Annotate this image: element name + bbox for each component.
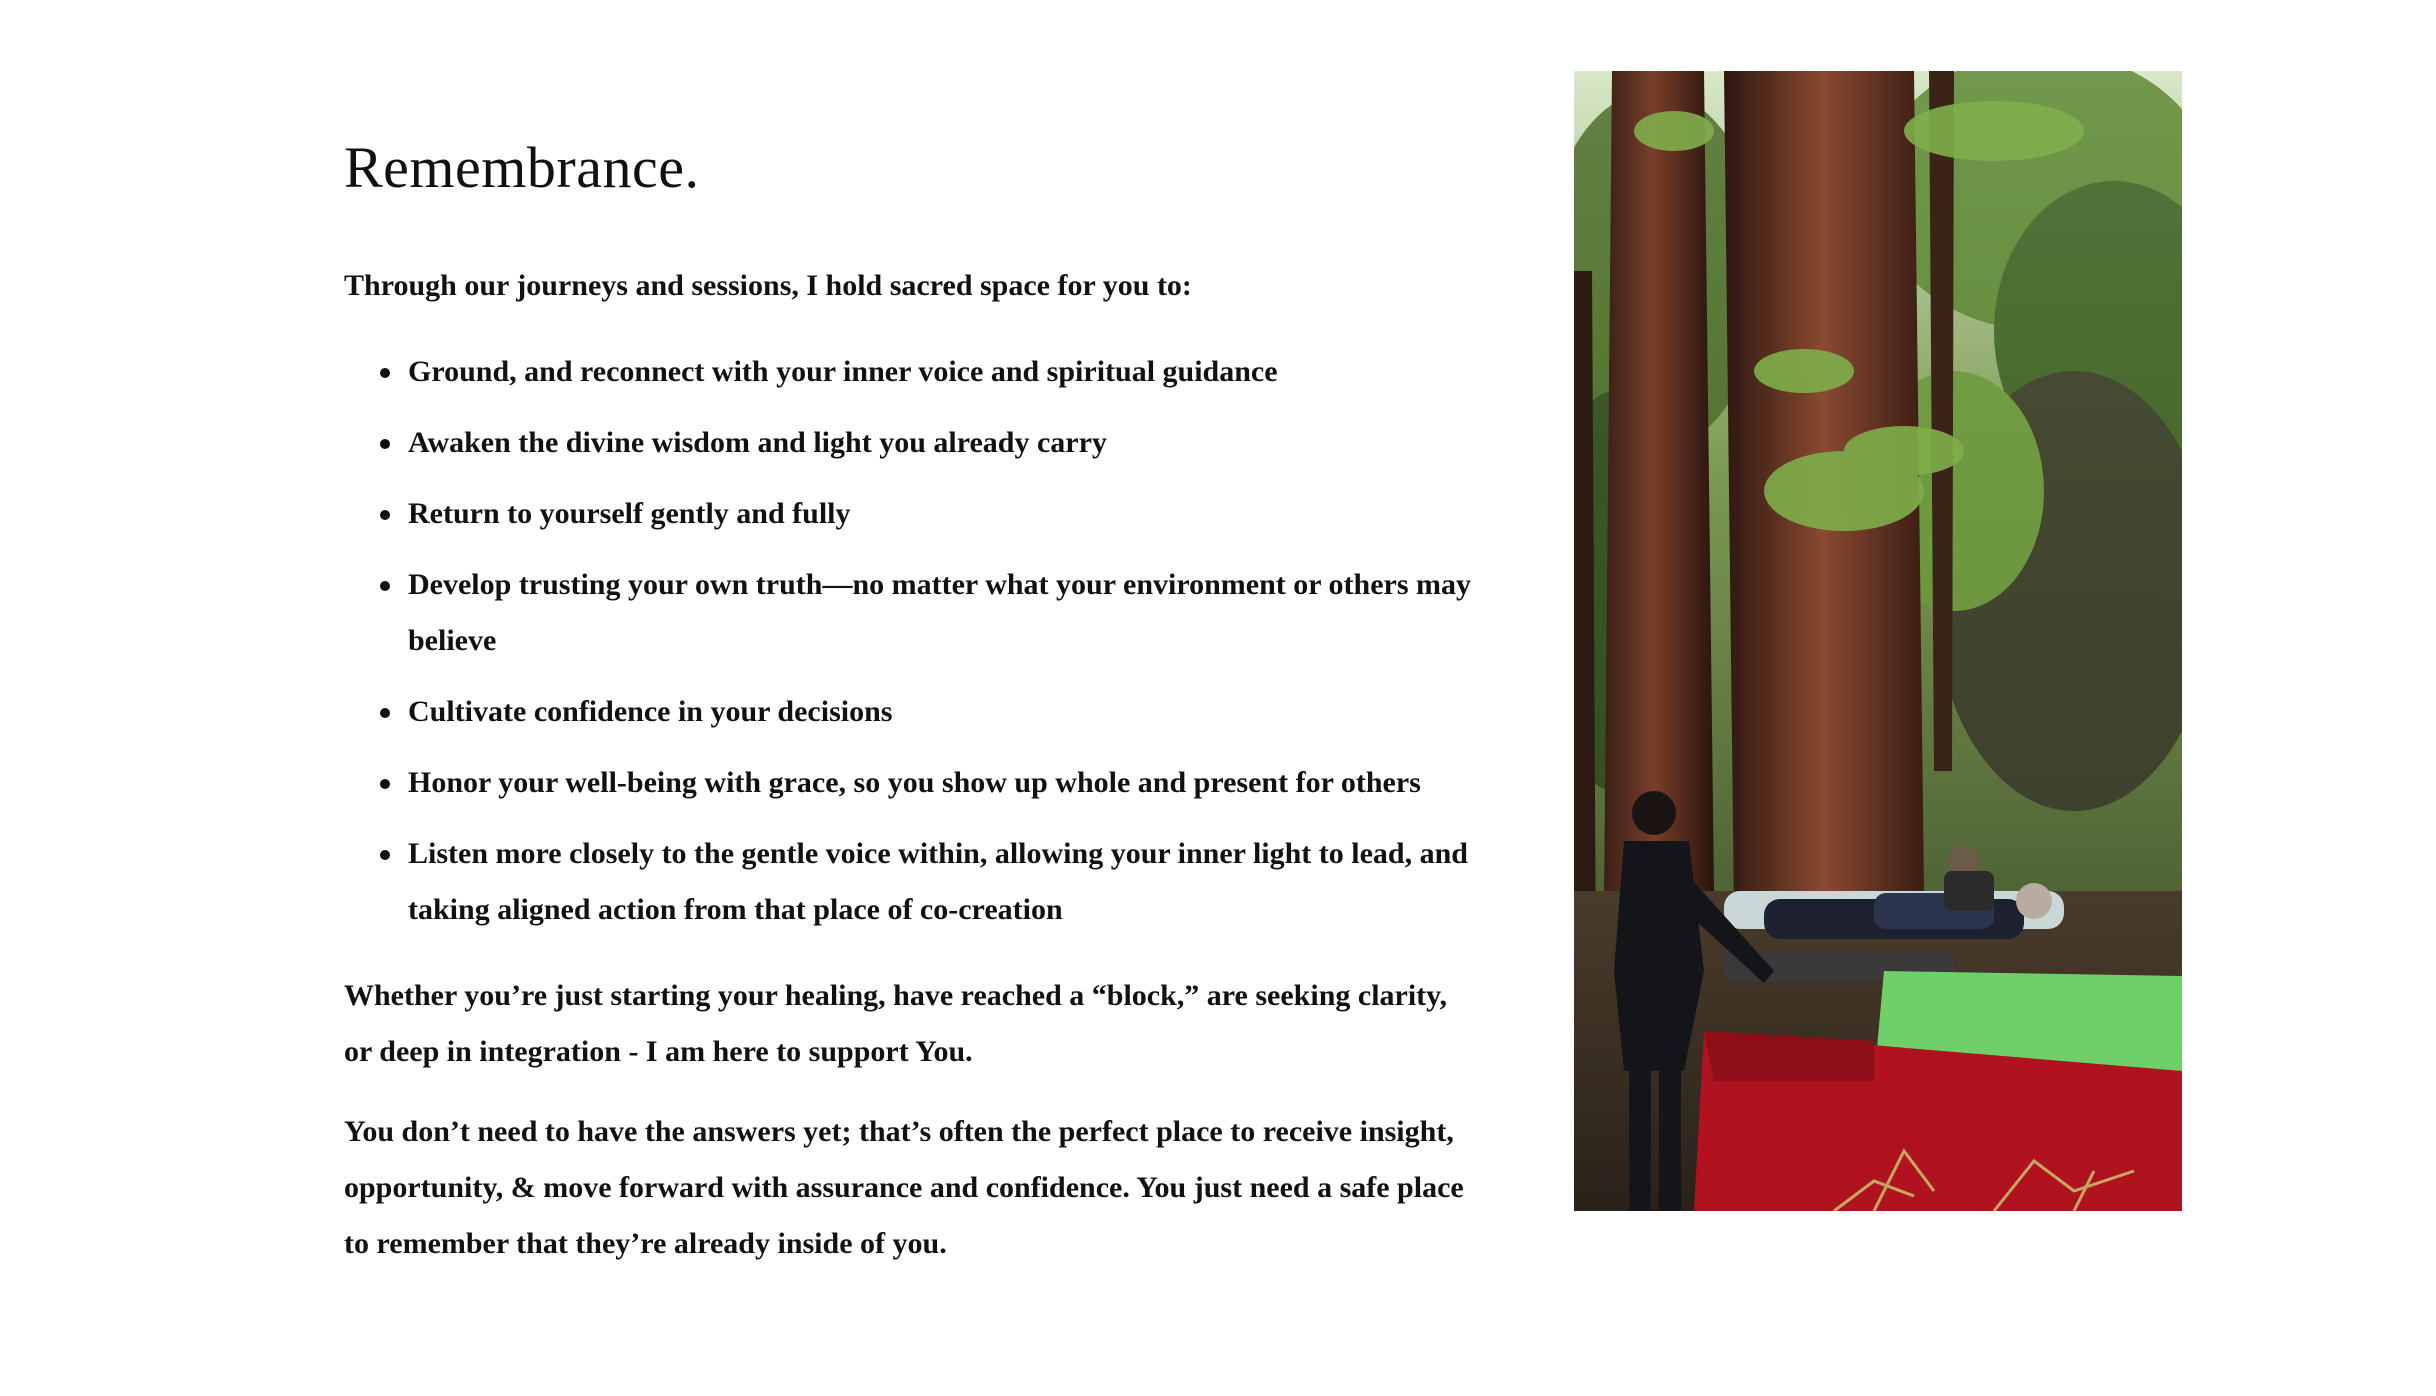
bullet-icon — [380, 779, 390, 789]
bullet-icon — [380, 708, 390, 718]
list-item — [344, 557, 1474, 669]
closing-paragraph: You don’t need to have the answers yet; that’s often the perfect place to receive insight, opportunity, & move forward with assurance and confidence. You just need a safe place to remember that they’re already inside of you. — [344, 1115, 1464, 1260]
main-content — [344, 130, 1474, 1296]
bullet-icon — [380, 850, 390, 860]
list-item-text: Honor your well-being with grace, so you show up whole and present for others — [408, 766, 1421, 799]
list-item-text: Return to yourself gently and fully — [408, 497, 851, 530]
list-item-text: Develop trusting your own truth—no matter what your environment or others may believe — [408, 568, 1472, 657]
list-item-text: Listen more closely to the gentle voice within, allowing your inner light to lead, and taking aligned action from that place of co-creation — [408, 837, 1468, 926]
list-item-text: Awaken the divine wisdom and light you already carry — [408, 426, 1107, 459]
forest-session-photo — [1574, 71, 2182, 1211]
bullet-icon — [380, 439, 390, 449]
list-item — [344, 415, 1474, 471]
list-item-text: Cultivate confidence in your decisions — [408, 695, 893, 728]
bullet-icon — [380, 581, 390, 591]
list-item — [344, 826, 1474, 938]
list-item — [344, 684, 1474, 740]
page-title: Remembrance. — [344, 135, 700, 200]
forest-session-illustration — [1574, 71, 2182, 1211]
list-item — [344, 755, 1474, 811]
bullet-icon — [380, 510, 390, 520]
intro-text: Through our journeys and sessions, I hold sacred space for you to: — [344, 269, 1192, 302]
list-item — [344, 486, 1474, 542]
support-paragraph: Whether you’re just starting your healing, have reached a “block,” are seeking clarity, or deep in integration - I am here to support You. — [344, 979, 1448, 1068]
bullet-icon — [380, 368, 390, 378]
list-item-text: Ground, and reconnect with your inner voice and spiritual guidance — [408, 355, 1278, 388]
list-item — [344, 344, 1474, 400]
benefits-list — [344, 344, 1474, 938]
